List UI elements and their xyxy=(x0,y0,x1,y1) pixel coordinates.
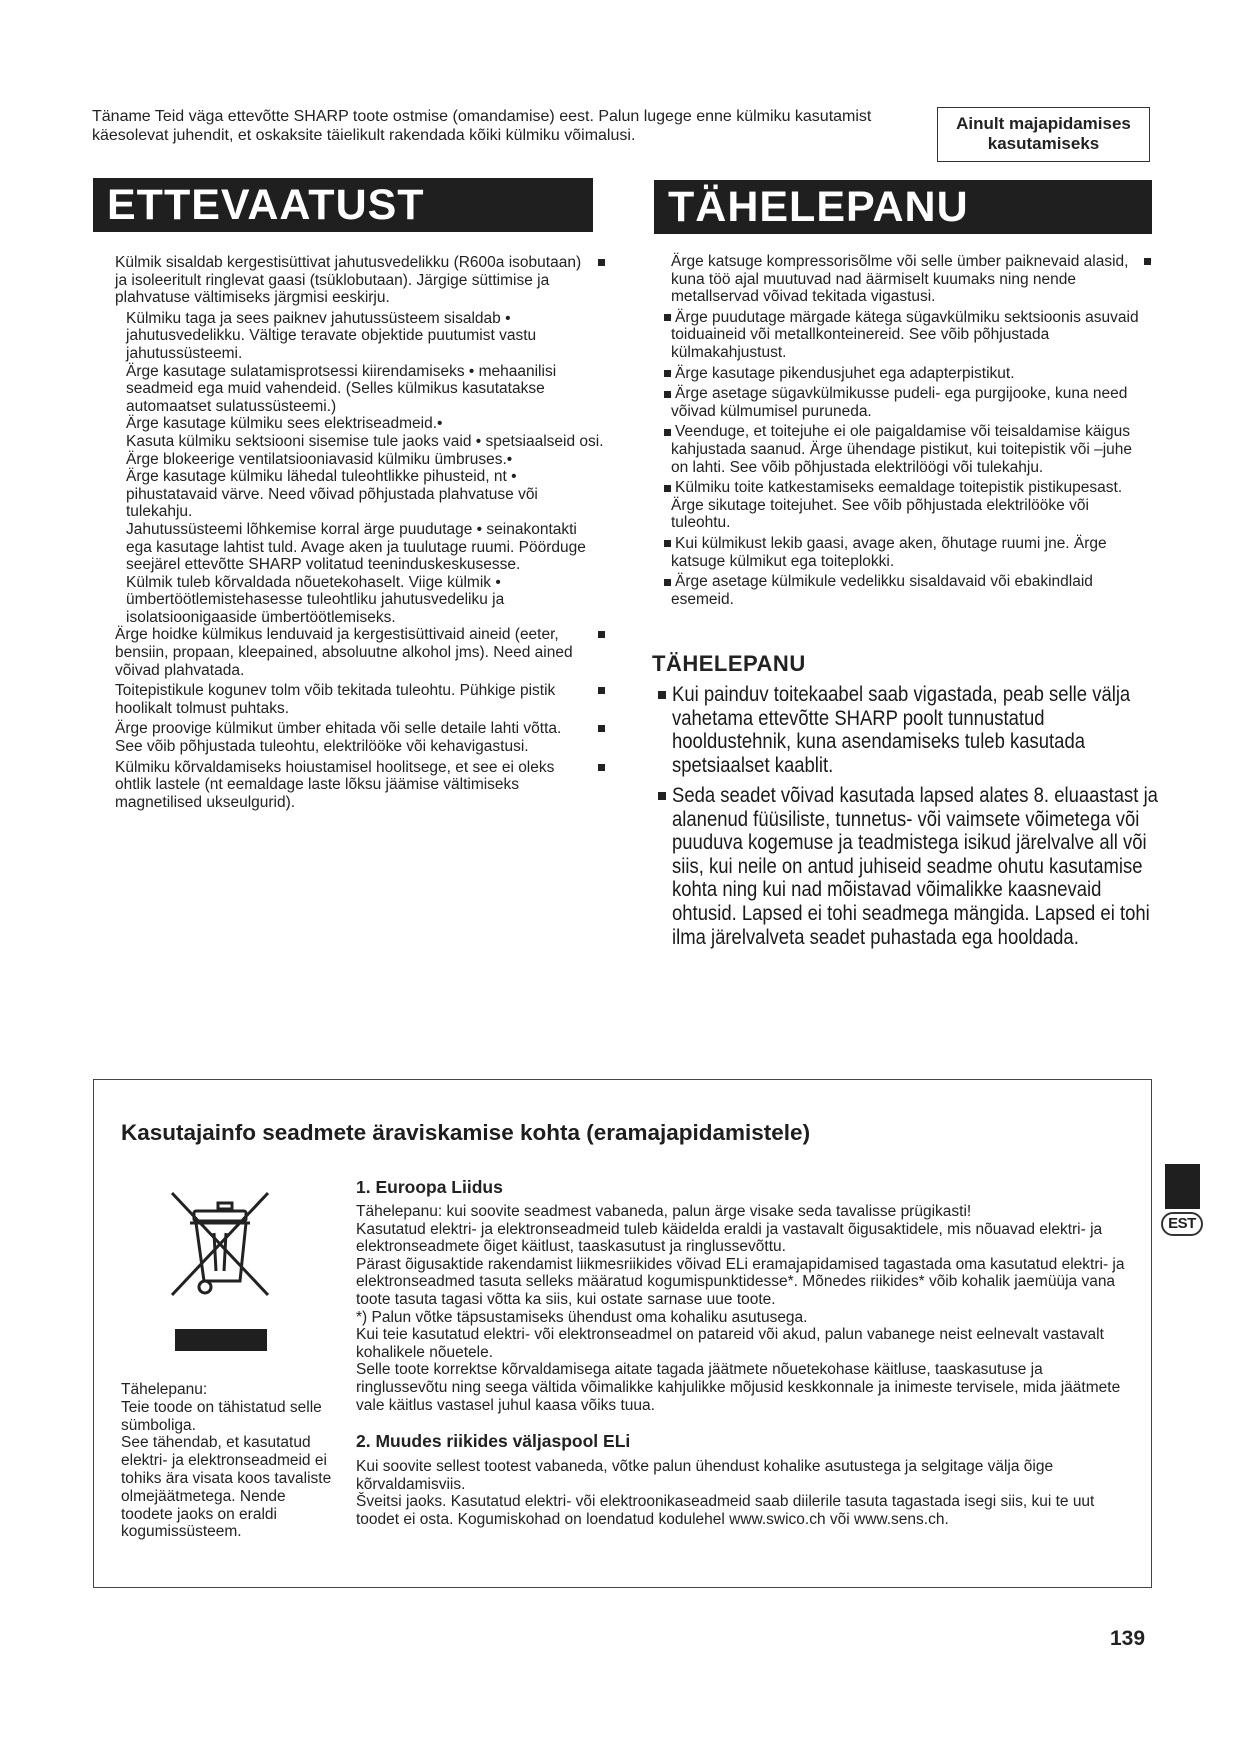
eu-paragraph: Pärast õigusaktide rakendamist liikmesriikides võivad ELi eramajapidamised tagastada oma kasutatud elektri- ja elektronseadmed tasuta selleks määratud kogumispunktidesse*. Mõnedes riikides* võib kohalik jaemüüja vana toote tasuta tagasi võtta ka siis, kui ostate sarnase uue toote. xyxy=(356,1255,1125,1308)
attention-item xyxy=(671,573,1151,608)
disposal-title: Kasutajainfo seadmete äraviskamise kohta (eramajapidamistele) xyxy=(121,1120,811,1145)
caution-item xyxy=(115,682,605,717)
attention-large-item xyxy=(658,784,1158,949)
crossed-out-wheelie-bin-icon xyxy=(160,1183,280,1353)
attention-item-text: Veenduge, et toitejuhe ei ole paigaldamise või teisaldamise käigus kahjustada saanud. Ärge ühendage pistikut, kui toitepistik või –juhe on lahti. See võib põhjustada elektrilöögi või tulekahju. xyxy=(671,423,1132,476)
eu-paragraph: Selle toote korrektse kõrvaldamisega aitate tagada jäätmete nõuetekohase käitluse, taaskasutuse ja ringlussevõtu ning seega vältida võimalikke kahjulikke mõjusid keskkonnale ja inimeste tervisele, mida jäätmete vale käitlus vastasel juhul kaasa võiks tuua. xyxy=(356,1361,1121,1414)
caution-item-text: Ärge hoidke külmikus lenduvaid ja kergestisüttivaid aineid (eeter, bensiin, propaan, kleepained, absoluutne alkohol jms). Need ained võivad plahvatada. xyxy=(115,626,573,679)
attention-item xyxy=(671,535,1151,570)
non-eu-section-heading: 2. Muudes riikides väljaspool ELi xyxy=(356,1431,631,1451)
caution-sub-item: Ärge kasutage külmiku sees elektriseadmeid.• xyxy=(126,415,443,433)
caution-item-text: Külmiku kõrvaldamiseks hoiustamisel hoolitsege, et see ei oleks ohtlik lastele (nt eemaldage laste lõksu jäämise vältimiseks magnetilised ukseulgurid). xyxy=(115,758,555,811)
caution-column xyxy=(115,254,605,811)
language-tab-badge: EST xyxy=(1161,1212,1203,1236)
attention-item-text: Ärge asetage külmikule vedelikku sisaldavaid või ebakindlaid esemeid. xyxy=(671,573,1093,608)
intro-text: Täname Teid väga ettevõtte SHARP toote ostmise (omandamise) eest. Palun lugege enne külmiku kasutamist käesolevat juhendit, et oskaksite täielikult rakendada kõiki külmiku võimalusi. xyxy=(92,108,872,144)
eu-paragraph: Kui teie kasutatud elektri- või elektronseadmel on patareid või akud, palun vabanege neist eelnevalt vastavalt kohalikele nõuetele. xyxy=(356,1326,1104,1361)
household-line-2: kasutamiseks xyxy=(987,134,1100,153)
bullet-square-icon xyxy=(664,391,671,398)
attention-item xyxy=(671,479,1151,532)
caution-item-text: Ärge proovige külmikut ümber ehitada või selle detaile lahti võtta. See võib põhjustada tuleohtu, elektrilööke või kehavigastusi. xyxy=(115,720,562,756)
non-eu-section-body xyxy=(356,1458,1136,1528)
attention-item-text: Kui külmikust lekib gaasi, avage aken, õhutage ruumi jne. Ärge katsuge külmikut ega toiteplokki. xyxy=(671,534,1107,570)
household-use-box xyxy=(937,107,1150,162)
bullet-square-icon xyxy=(664,540,671,547)
household-line-1: Ainult majapidamises xyxy=(956,114,1131,133)
attention-item xyxy=(671,365,1151,383)
bullet-square-icon xyxy=(664,314,671,321)
caution-lead-text: Külmik sisaldab kergestisüttivat jahutusvedelikku (R600a isobutaan) ja isoleeritult ringlevat gaasi (tsüklobutaan). Järgige süttimise ja plahvatuse vältimiseks järgmisi eeskirju. xyxy=(115,254,582,307)
eu-paragraph: Kasutatud elektri- ja elektronseadmeid tuleb käidelda eraldi ja vastavalt õigusaktidele, mis nõuavad elektri- ja elektronseadmete õiget käitlust, taaskasutust ja ringlussevõttu. xyxy=(356,1220,1103,1256)
bullet-square-icon xyxy=(658,691,666,699)
page-number: 139 xyxy=(1110,1627,1146,1650)
eu-section-body xyxy=(356,1203,1136,1414)
attention-item xyxy=(671,423,1151,476)
attention-item-text: Külmiku toite katkestamiseks eemaldage toitepistik pistikupesast. Ärge sikutage toitejuhet. See võib põhjustada elektrilööke või tuleohtu. xyxy=(671,479,1123,532)
attention-item xyxy=(671,309,1151,362)
caution-lead xyxy=(115,254,605,307)
disposal-note xyxy=(121,1381,336,1541)
bullet-square-icon xyxy=(664,370,671,377)
bullet-square-icon xyxy=(598,259,605,266)
attention-subheading: TÄHELEPANU xyxy=(652,651,806,676)
non-eu-paragraph: Šveitsi jaoks. Kasutatud elektri- või elektroonikaseadmeid saab diilerile tasuta tagastada isegi siis, kui te uut toodet ei osta. Kogumiskohad on loendatud kodulehel www.swico.ch või www.sens.ch. xyxy=(356,1493,1095,1528)
caution-sub-item: Kasuta külmiku sektsiooni sisemise tule jaoks vaid • spetsiaalseid osi. xyxy=(126,432,604,450)
attention-item-text: Ärge katsuge kompressorisõlme või selle ümber paiknevaid alasid, kuna töö ajal muutuvad nad äärmiselt kuumaks ning nende metallservad võivad tekitada vigastusi. xyxy=(671,253,1129,306)
bullet-square-icon xyxy=(664,429,671,436)
caution-sub-item: Jahutussüsteemi lõhkemise korral ärge puudutage • seinakontakti ega kasutage lahtist tuld. Avage aken ja tuulutage ruumi. Pöörduge seejärel ettevõtte SHARP volitatud teeninduskeskusesse. xyxy=(126,520,586,574)
attention-banner: TÄHELEPANU xyxy=(654,180,1152,234)
bullet-square-icon xyxy=(664,485,671,492)
non-eu-paragraph: Kui soovite sellest tootest vabaneda, võtke palun ühendust kohalike asutustega ja selgitage välja õige kõrvaldamisviis. xyxy=(356,1458,1054,1493)
attention-item xyxy=(671,385,1151,420)
caution-sub-item: Külmik tuleb kõrvaldada nõuetekohaselt. Viige külmik • ümbertöötlemistehasesse tuleohtliku jahutusvedeliku ja isolatsioonigaaside ümbertöötlemiseks. xyxy=(126,573,505,626)
attention-large-item xyxy=(658,683,1158,777)
caution-sub-item: Ärge kasutage sulatamisprotsessi kiirendamiseks • mehaanilisi seadmeid ega muid vahendeid. (Selles külmikus kasutatakse automaatset sulatussüsteemi.) xyxy=(126,362,557,415)
attention-item xyxy=(671,253,1151,306)
caution-item-text: Toitepistikule kogunev tolm võib tekitada tuleohtu. Pühkige pistik hoolikalt tolmust puhtaks. xyxy=(115,682,556,717)
attention-item-text: Ärge asetage sügavkülmikusse pudeli- ega purgijooke, kuna need võivad külmumisel puruneda. xyxy=(671,385,1128,420)
note-heading: Tähelepanu: xyxy=(121,1381,208,1398)
note-line: See tähendab, et kasutatud elektri- ja elektronseadmeid ei tohiks ära visata koos tavaliste olmejäätmetega. Nende toodete jaoks on eraldi kogumissüsteem. xyxy=(121,1434,332,1541)
attention-item-text: Ärge kasutage pikendusjuhet ega adapterpistikut. xyxy=(675,364,1015,382)
caution-banner: ETTEVAATUST xyxy=(93,178,593,232)
attention-item-text: Ärge puudutage märgade kätega sügavkülmiku sektsioonis asuvaid toiduaineid või metallkonteinereid. See võib põhjustada külmakahjustust. xyxy=(671,308,1139,361)
attention-large-item-text: Kui painduv toitekaabel saab vigastada, peab selle välja vahetama ettevõtte SHARP poolt tunnustatud hooldustehnik, kuna asendamiseks tuleb kasutada spetsiaalset kaablit. xyxy=(672,683,1131,777)
bullet-square-icon xyxy=(598,687,605,694)
caution-item xyxy=(115,759,605,812)
caution-item xyxy=(115,720,605,755)
eu-paragraph: *) Palun võtke täpsustamiseks ühendust oma kohaliku asutusega. xyxy=(356,1308,808,1326)
caution-sub-item: Ärge blokeerige ventilatsiooniavasid külmiku ümbruses.• xyxy=(126,450,513,468)
caution-sub-item: Külmiku taga ja sees paiknev jahutussüsteem sisaldab • jahutusvedelikku. Vältige teravate objektide puutumist vastu jahutussüsteemi. xyxy=(126,309,537,362)
note-line: Teie toode on tähistatud selle sümboliga. xyxy=(121,1398,322,1434)
eu-paragraph: Tähelepanu: kui soovite seadmest vabaneda, palun ärge visake seda tavalisse prügikasti! xyxy=(356,1203,972,1220)
attention-column xyxy=(671,253,1151,611)
bullet-square-icon xyxy=(598,725,605,732)
bullet-square-icon xyxy=(664,579,671,586)
attention-large-item-text: Seda seadet võivad kasutada lapsed alates 8. eluaastast ja alanenud füüsiliste, tunnetus- või vaimsete võimetega või puuduva kogemuse ja teadmistega isikud järelvalve all või siis, kui neile on antud juhiseid seadme ohutu kasutamise kohta ning kui nad mõistavad võimalikke kaasnevaid ohtusid. Lapsed ei tohi seadmega mängida. Lapsed ei tohi ilma järelvalveta seadet puhastada ega hooldada. xyxy=(672,784,1158,949)
caution-item xyxy=(115,626,605,679)
bullet-square-icon xyxy=(1144,258,1151,265)
side-tab-block xyxy=(1165,1164,1200,1209)
eu-section-heading: 1. Euroopa Liidus xyxy=(356,1177,503,1197)
bullet-square-icon xyxy=(598,764,605,771)
bullet-square-icon xyxy=(658,792,666,800)
bullet-square-icon xyxy=(598,631,605,638)
caution-sub-item: Ärge kasutage külmiku lähedal tuleohtlikke pihusteid, nt • pihustatavaid värve. Need võivad põhjustada plahvatuse või tulekahju. xyxy=(126,468,538,521)
